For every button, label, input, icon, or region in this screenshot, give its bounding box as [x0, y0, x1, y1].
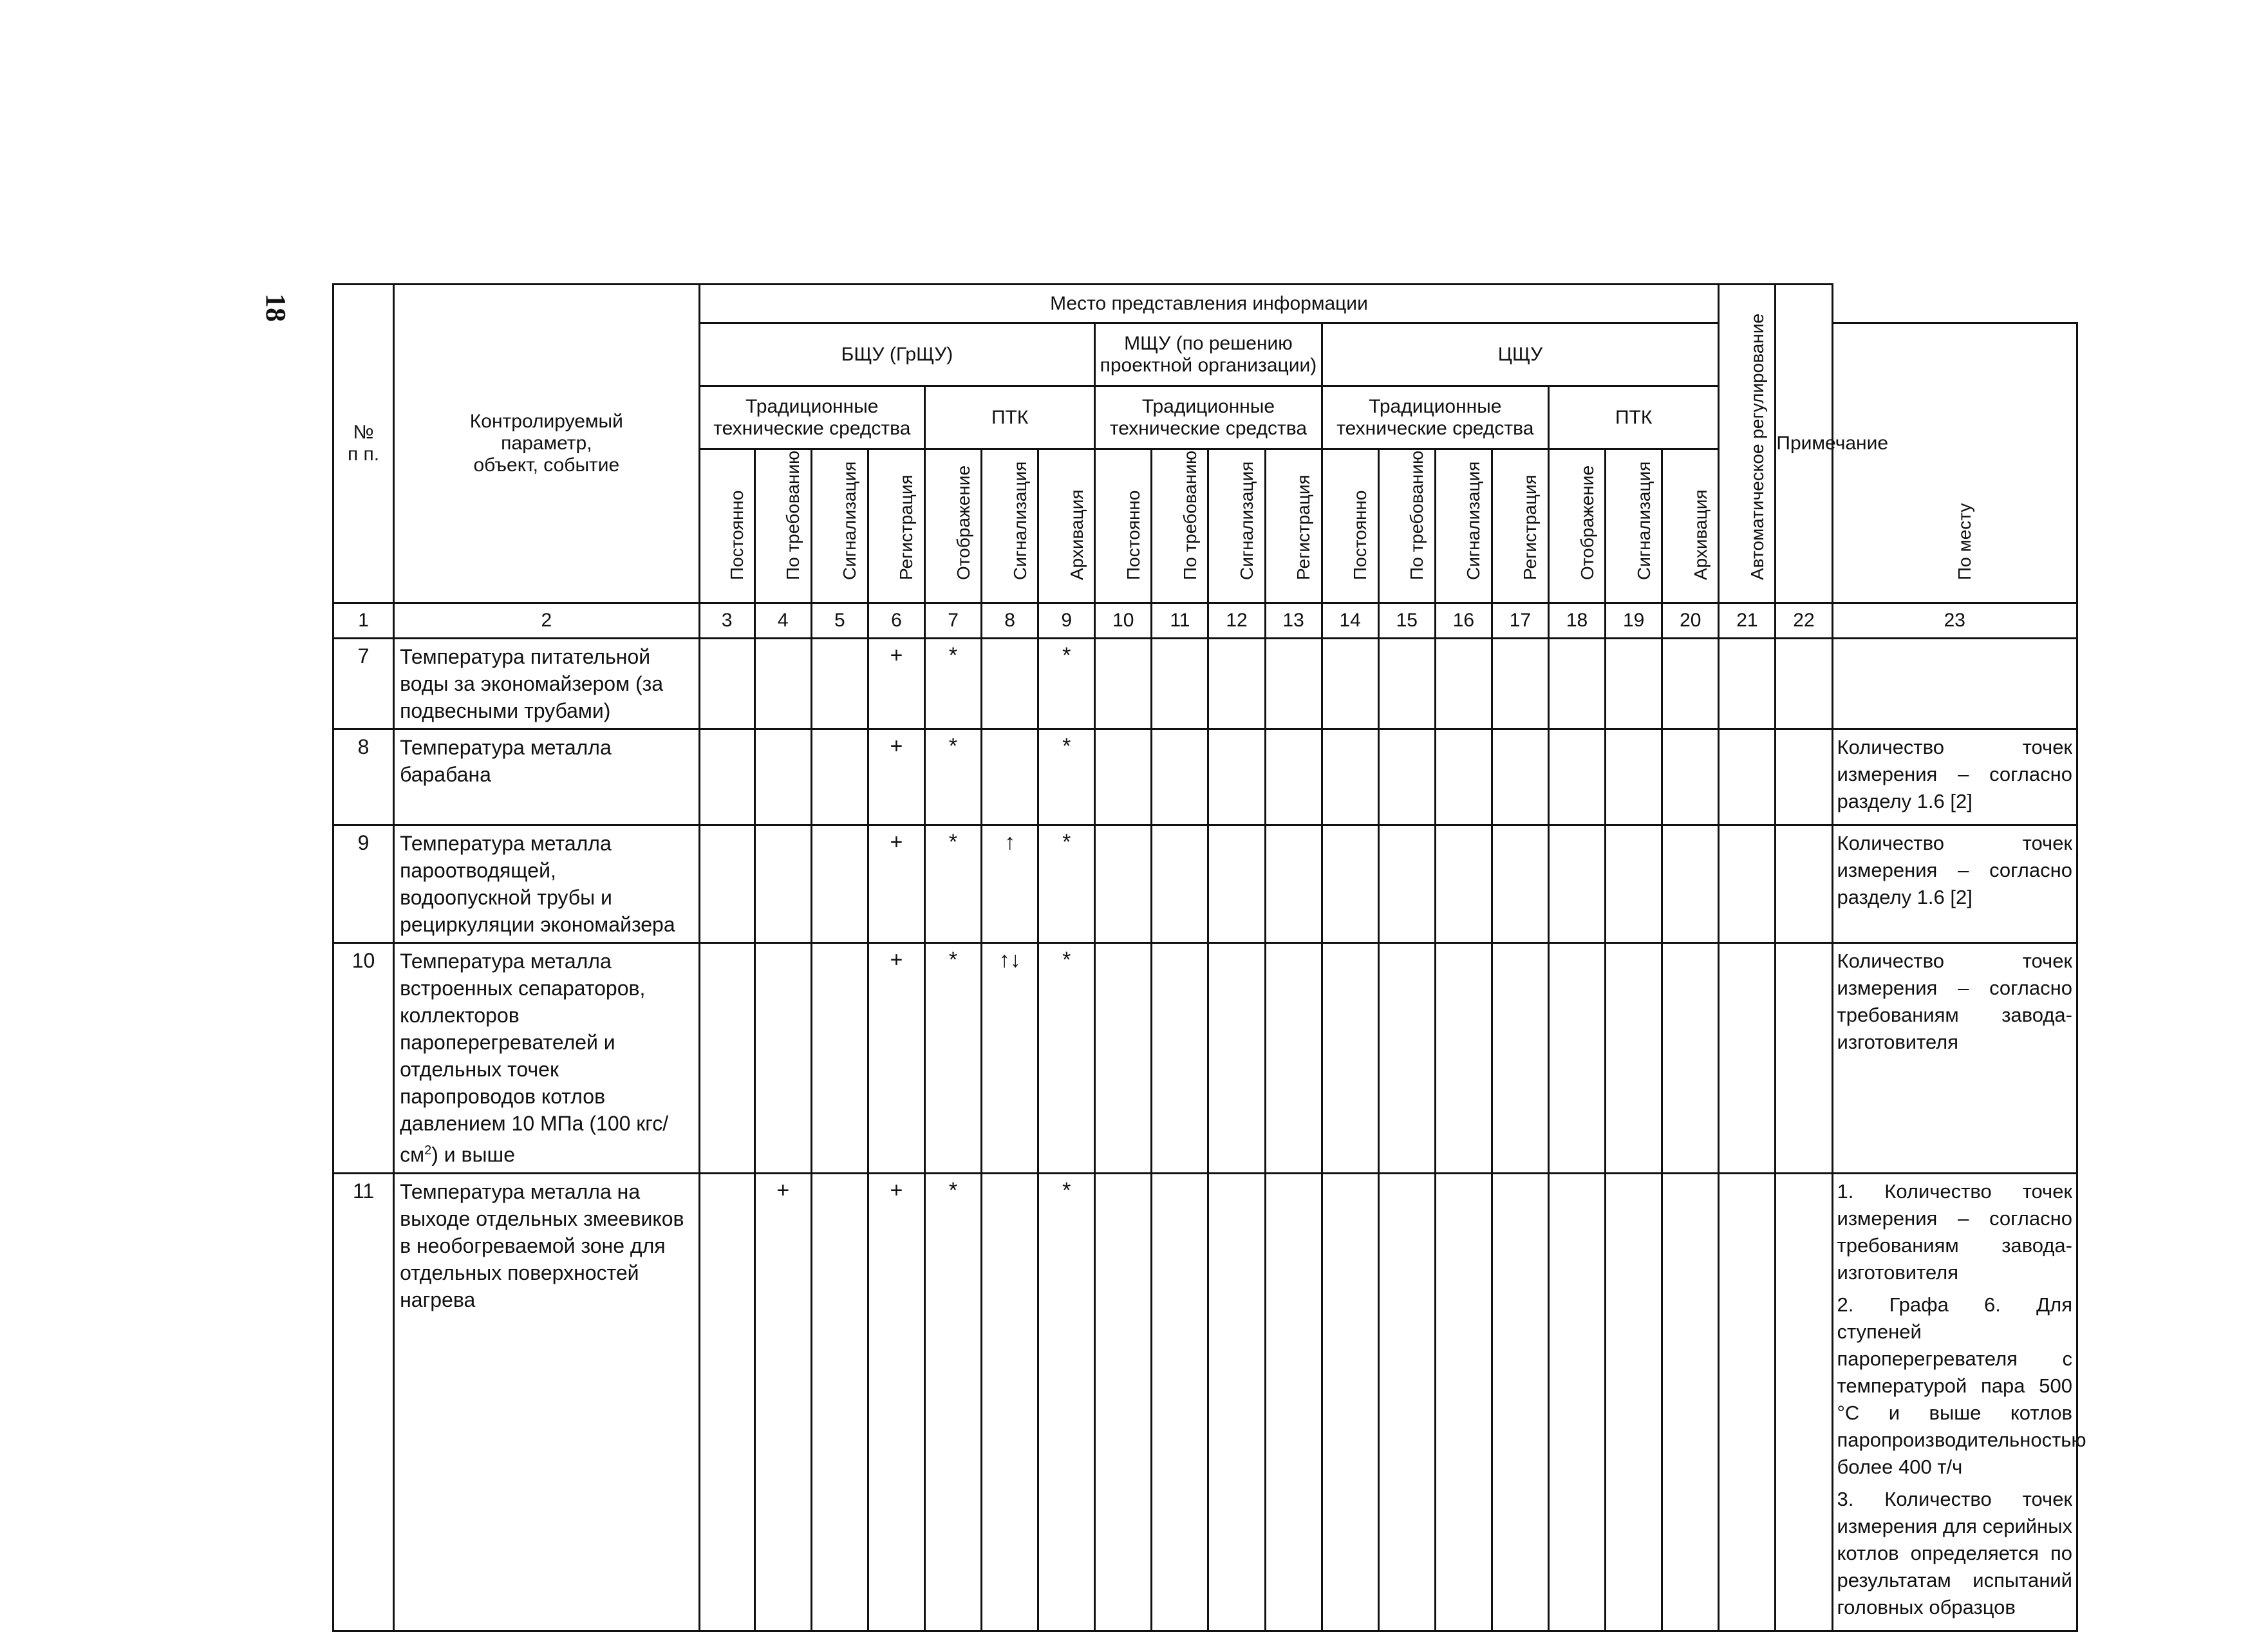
cell-c7: *: [924, 639, 981, 729]
cell-c11: [1152, 943, 1208, 1174]
subheader-c9-text: Архивация: [1066, 489, 1087, 580]
cell-c7: *: [924, 729, 981, 825]
colnum-2: 2: [394, 603, 700, 639]
cell-c18: [1549, 825, 1606, 943]
cell-c19: [1606, 729, 1662, 825]
cell-c6: +: [868, 825, 924, 943]
cell-c15: [1378, 943, 1435, 1174]
cell-c11: [1152, 639, 1208, 729]
header-bschu-ptk: ПТК: [924, 386, 1094, 449]
subheader-c8: [982, 449, 1038, 603]
cell-c3: [699, 943, 754, 1174]
header-bschu-trad-text: Традиционные технические средства: [713, 395, 911, 439]
subheader-c17-text: Регистрация: [1520, 474, 1541, 580]
header-bschu-trad: [699, 386, 924, 449]
cell-c15: [1378, 729, 1435, 825]
cell-c19: [1606, 943, 1662, 1174]
cell-c18: [1549, 943, 1606, 1174]
colnum-21: 21: [1719, 603, 1776, 639]
table-row: [333, 639, 2077, 729]
cell-c9: *: [1038, 1173, 1095, 1631]
note-paragraph: 3. Количество точек измерения для серийных котлов определяется по результатам испытаний головных образцов: [1837, 1487, 2073, 1618]
subheader-c11: [1152, 449, 1208, 603]
cell-c11: [1152, 825, 1208, 943]
row-number: 10: [333, 943, 394, 1174]
colnum-16: 16: [1435, 603, 1492, 639]
cell-c5: [811, 1173, 868, 1631]
cell-c3: [699, 729, 754, 825]
cell-c17: [1492, 825, 1548, 943]
page-number: 18: [260, 294, 292, 322]
colnum-18: 18: [1549, 603, 1606, 639]
cell-c16: [1435, 729, 1492, 825]
cell-c22: [1776, 639, 1832, 729]
header-cschu: ЦЩУ: [1322, 323, 1719, 386]
row-note: [1832, 1173, 2086, 1631]
cell-c9: *: [1038, 825, 1095, 943]
note-paragraph: Количество точек измерения – согласно разделу 1.6 [2]: [1837, 736, 2072, 812]
cell-c5: [811, 943, 868, 1174]
cell-c8: [982, 639, 1038, 729]
header-auto-reg: [1719, 285, 1776, 603]
subheader-c16: [1435, 449, 1492, 603]
cell-c12: [1208, 729, 1265, 825]
cell-c5: [811, 825, 868, 943]
cell-c22: [1776, 729, 1832, 825]
note-paragraph: 1. Количество точек измерения – согласно требованиям завода-изготовителя: [1837, 1179, 2072, 1284]
cell-c5: [811, 729, 868, 825]
subheader-c9: [1038, 449, 1095, 603]
header-mschu-trad-text: Традиционные технические средства: [1109, 395, 1307, 439]
row-param: [394, 943, 700, 1174]
cell-c19: [1606, 1173, 1662, 1631]
row-param: Температура питательной воды за экономайзером (за подвесными трубами): [394, 639, 700, 729]
cell-c13: [1265, 729, 1322, 825]
subheader-c8-text: Сигнализация: [1009, 461, 1030, 580]
header-param: [394, 285, 700, 603]
cell-c4: [754, 825, 811, 943]
cell-c22: [1776, 943, 1832, 1174]
cell-c4: [754, 639, 811, 729]
subheader-c19-text: Сигнализация: [1633, 461, 1654, 580]
header-cschu-trad-text: Традиционные технические средства: [1336, 395, 1534, 439]
cell-c16: [1435, 1173, 1492, 1631]
colnum-9: 9: [1038, 603, 1095, 639]
subheader-c20: [1662, 449, 1719, 603]
cell-c6: +: [868, 943, 924, 1174]
cell-c3: [699, 639, 754, 729]
colnum-15: 15: [1378, 603, 1435, 639]
cell-c20: [1662, 943, 1719, 1174]
cell-c7: *: [924, 825, 981, 943]
header-no-text: № п п.: [347, 422, 380, 465]
header-note: Примечание: [1776, 285, 1832, 603]
cell-c14: [1322, 639, 1378, 729]
row-number: 11: [333, 1173, 394, 1631]
colnum-19: 19: [1606, 603, 1662, 639]
colnum-10: 10: [1095, 603, 1152, 639]
row-number: 7: [333, 639, 394, 729]
row-number: 8: [333, 729, 394, 825]
cell-c22: [1776, 825, 1832, 943]
subheader-c7: [924, 449, 981, 603]
subheader-c18: [1549, 449, 1606, 603]
colnum-7: 7: [924, 603, 981, 639]
cell-c19: [1606, 825, 1662, 943]
row-param: Температура металла барабана: [394, 729, 700, 825]
cell-c20: [1662, 825, 1719, 943]
row-note: [1832, 943, 2077, 1174]
cell-c16: [1435, 825, 1492, 943]
header-bschu: БЩУ (ГрЩУ): [699, 323, 1095, 386]
cell-c4: [754, 729, 811, 825]
cell-c9: *: [1038, 943, 1095, 1174]
cell-c12: [1208, 943, 1265, 1174]
cell-c8: [982, 1173, 1038, 1631]
subheader-c5: [811, 449, 868, 603]
cell-c10: [1095, 943, 1152, 1174]
cell-c6: +: [868, 1173, 924, 1631]
cell-c3: [699, 825, 754, 943]
cell-c16: [1435, 943, 1492, 1174]
cell-c22: [1776, 1173, 1832, 1631]
subheader-c12-text: Сигнализация: [1237, 461, 1257, 580]
cell-c21: [1719, 825, 1776, 943]
cell-c20: [1662, 1173, 1719, 1631]
cell-c14: [1322, 729, 1378, 825]
subheader-c7-text: Отображение: [953, 465, 973, 580]
cell-c13: [1265, 943, 1322, 1174]
cell-c10: [1095, 729, 1152, 825]
header-mschu-text: МЩУ (по решению проектной организации): [1100, 332, 1317, 376]
cell-c12: [1208, 639, 1265, 729]
subheader-c15: [1378, 449, 1435, 603]
cell-c3: [699, 1173, 754, 1631]
cell-c15: [1378, 639, 1435, 729]
cell-c20: [1662, 639, 1719, 729]
subheader-c12: [1208, 449, 1265, 603]
subheader-c4-text: По требованию: [783, 451, 803, 580]
cell-c10: [1095, 1173, 1152, 1631]
colnum-5: 5: [811, 603, 868, 639]
subheader-c11-text: По требованию: [1179, 451, 1200, 580]
row-note: [1832, 825, 2077, 943]
colnum-1: 1: [333, 603, 394, 639]
subheader-c6: [868, 449, 924, 603]
cell-c18: [1549, 729, 1606, 825]
cell-c17: [1492, 943, 1548, 1174]
subheader-c18-text: Отображение: [1577, 465, 1597, 580]
cell-c21: [1719, 729, 1776, 825]
subheader-c14: [1322, 449, 1378, 603]
colnum-13: 13: [1265, 603, 1322, 639]
table-row: [333, 825, 2077, 943]
cell-c6: +: [868, 729, 924, 825]
cell-c17: [1492, 729, 1548, 825]
colnum-8: 8: [982, 603, 1038, 639]
cell-c13: [1265, 639, 1322, 729]
subheader-c3: [699, 449, 754, 603]
cell-c21: [1719, 1173, 1776, 1631]
header-place: Место представления информации: [699, 285, 1719, 323]
note-paragraph: Количество точек измерения – согласно требованиям завода-изготовителя: [1837, 950, 2072, 1053]
cell-c12: [1208, 825, 1265, 943]
cell-c6: +: [868, 639, 924, 729]
cell-c4: [754, 943, 811, 1174]
cell-c14: [1322, 825, 1378, 943]
cell-c20: [1662, 729, 1719, 825]
colnum-22: 22: [1776, 603, 1832, 639]
table-row: [333, 729, 2077, 825]
subheader-c13: [1265, 449, 1322, 603]
colnum-11: 11: [1152, 603, 1208, 639]
header-mschu: [1095, 323, 1322, 386]
header-auto-reg-text: Автоматическое регулирование: [1747, 313, 1767, 580]
subheader-c15-text: По требованию: [1407, 451, 1427, 580]
cell-c17: [1492, 639, 1548, 729]
row-param: Температура металла пароотводящей, водоопускной трубы и рециркуляции экономайзера: [394, 825, 700, 943]
colnum-20: 20: [1662, 603, 1719, 639]
subheader-c3-text: Постоянно: [727, 490, 747, 580]
cell-c10: [1095, 825, 1152, 943]
note-paragraph: 2. Графа 6. Для ступеней пароперегревателя с температурой пара 500 °С и выше котлов паропроизводительностью более 400 т/ч: [1837, 1293, 2086, 1478]
cell-c8: [982, 729, 1038, 825]
row-param-part-a: Температура металла встроенных сепараторов, коллекторов пароперегревателей и отдельных точек паропроводов котлов давлением 10 МПа (100 кгс/см: [400, 950, 669, 1167]
subheader-c5-text: Сигнализация: [839, 461, 860, 580]
cell-c8: ↑: [982, 825, 1038, 943]
cell-c21: [1719, 943, 1776, 1174]
cell-c15: [1378, 1173, 1435, 1631]
note-paragraph: Количество точек измерения – согласно разделу 1.6 [2]: [1837, 832, 2072, 908]
colnum-6: 6: [868, 603, 924, 639]
row-number: 9: [333, 825, 394, 943]
information-table: [332, 283, 2086, 1632]
header-cschu-ptk: ПТК: [1549, 386, 1719, 449]
column-number-row: [333, 603, 2077, 639]
subheader-c10: [1095, 449, 1152, 603]
cell-c13: [1265, 1173, 1322, 1631]
cell-c5: [811, 639, 868, 729]
colnum-4: 4: [754, 603, 811, 639]
cell-c14: [1322, 1173, 1378, 1631]
subheader-c19: [1606, 449, 1662, 603]
cell-c15: [1378, 825, 1435, 943]
row-param-part-b: ) и выше: [431, 1143, 515, 1167]
row-note: [1832, 729, 2077, 825]
cell-c7: *: [924, 1173, 981, 1631]
header-cschu-trad: [1322, 386, 1548, 449]
header-po-mestu: [1832, 323, 2077, 603]
subheader-c14-text: Постоянно: [1350, 490, 1371, 580]
header-no: [333, 285, 394, 603]
cell-c4: +: [754, 1173, 811, 1631]
cell-c11: [1152, 1173, 1208, 1631]
table-row: [333, 943, 2077, 1174]
colnum-14: 14: [1322, 603, 1378, 639]
colnum-17: 17: [1492, 603, 1548, 639]
header-mschu-trad: [1095, 386, 1322, 449]
cell-c13: [1265, 825, 1322, 943]
cell-c9: *: [1038, 639, 1095, 729]
cell-c12: [1208, 1173, 1265, 1631]
subheader-c16-text: Сигнализация: [1463, 461, 1484, 580]
cell-c16: [1435, 639, 1492, 729]
table-row: [333, 1173, 2077, 1631]
cell-c21: [1719, 639, 1776, 729]
colnum-23: 23: [1832, 603, 2077, 639]
subheader-c4: [754, 449, 811, 603]
subheader-c13-text: Регистрация: [1293, 474, 1314, 580]
cell-c19: [1606, 639, 1662, 729]
colnum-3: 3: [699, 603, 754, 639]
row-note: [1832, 639, 2077, 729]
cell-c10: [1095, 639, 1152, 729]
row-param: Температура металла на выходе отдельных змеевиков в необогреваемой зоне для отдельных поверхностей нагрева: [394, 1173, 700, 1631]
cell-c7: *: [924, 943, 981, 1174]
cell-c11: [1152, 729, 1208, 825]
subheader-c20-text: Архивация: [1690, 489, 1710, 580]
cell-c8: ↑↓: [982, 943, 1038, 1174]
cell-c18: [1549, 1173, 1606, 1631]
header-po-mestu-text: По месту: [1954, 503, 1975, 580]
colnum-12: 12: [1208, 603, 1265, 639]
cell-c18: [1549, 639, 1606, 729]
subheader-c17: [1492, 449, 1548, 603]
subheader-c10-text: Постоянно: [1123, 490, 1143, 580]
header-param-text: Контролируемый параметр, объект, событие: [469, 411, 623, 476]
cell-c17: [1492, 1173, 1548, 1631]
row-param-superscript: 2: [424, 1143, 432, 1158]
cell-c9: *: [1038, 729, 1095, 825]
cell-c14: [1322, 943, 1378, 1174]
subheader-c6-text: Регистрация: [896, 474, 917, 580]
